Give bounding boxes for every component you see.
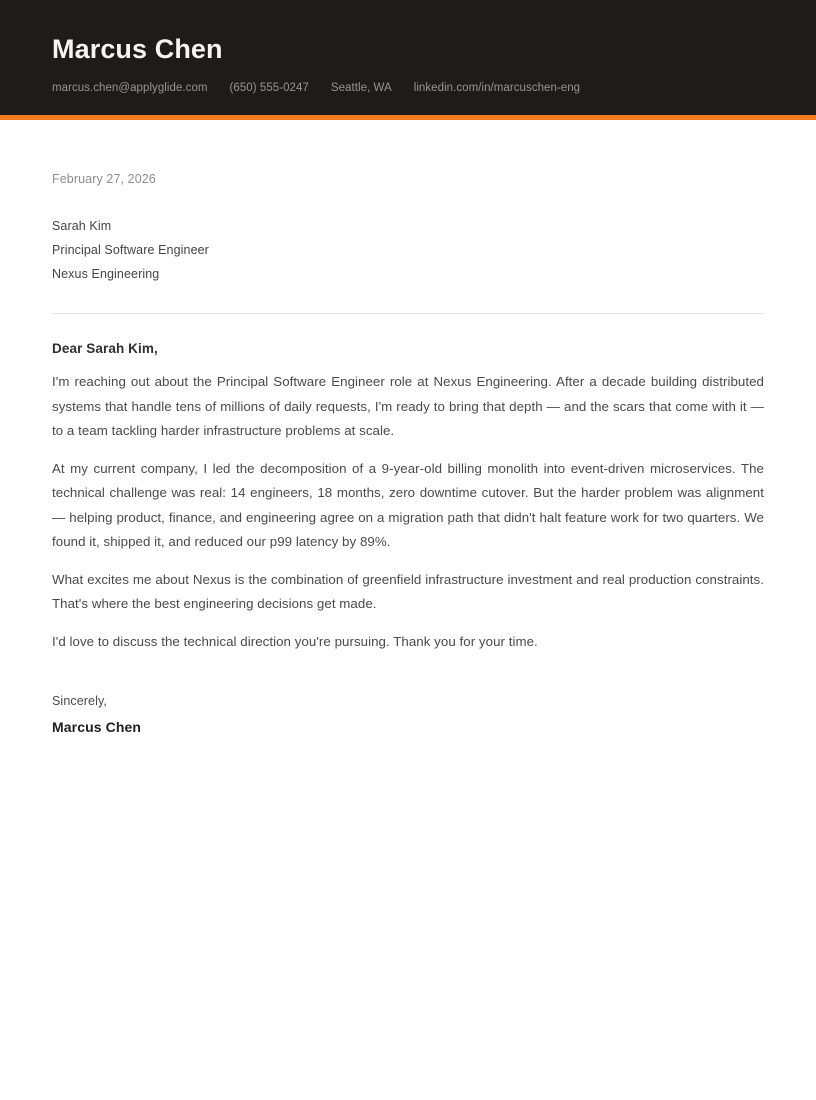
page-title: Marcus Chen <box>52 34 223 64</box>
divider <box>52 313 764 314</box>
contact-row <box>52 82 764 94</box>
contact-linkedin: linkedin.com/in/marcuschen-eng <box>413 81 581 94</box>
letter-body <box>0 172 816 735</box>
contact-email: marcus.chen@applyglide.com <box>52 81 208 94</box>
closing-text: Sincerely, <box>52 694 107 708</box>
recipient-name: Sarah Kim <box>52 219 112 233</box>
contact-location: Seattle, WA <box>330 81 392 94</box>
accent-bar <box>0 115 816 120</box>
paragraph: What excites me about Nexus is the combination of greenfield infrastructure investment and real production constraints. That's where the best engineering decisions get made. <box>52 571 764 611</box>
paragraph: At my current company, I led the decomposition of a 9-year-old billing monolith into event-driven microservices. The technical challenge was real: 14 engineers, 18 months, zero downtime cutover. But the harder problem was alignment — helping product, finance, and engineering agree on a migration path that didn't halt feature work for two quarters. We found it, shipped it, and reduced our p99 latency by 89%. <box>52 460 764 549</box>
signature-name: Marcus Chen <box>52 719 142 735</box>
contact-phone: (650) 555-0247 <box>229 81 309 94</box>
paragraph: I'm reaching out about the Principal Software Engineer role at Nexus Engineering. After a decade building distributed systems that handle tens of millions of daily requests, I'm ready to bring that depth — and the scars that come with it — to a team tackling harder infrastructure problems at scale. <box>52 374 764 438</box>
recipient-title: Principal Software Engineer <box>52 243 209 257</box>
letter-paragraphs <box>52 370 764 654</box>
letter-date: February 27, 2026 <box>52 172 156 186</box>
paragraph: I'd love to discuss the technical direction you're pursuing. Thank you for your time. <box>52 633 538 649</box>
letter-header <box>0 0 816 120</box>
closing-block <box>52 694 764 735</box>
recipient-company: Nexus Engineering <box>52 267 160 281</box>
salutation: Dear Sarah Kim, <box>52 341 158 356</box>
recipient-block <box>52 214 764 286</box>
